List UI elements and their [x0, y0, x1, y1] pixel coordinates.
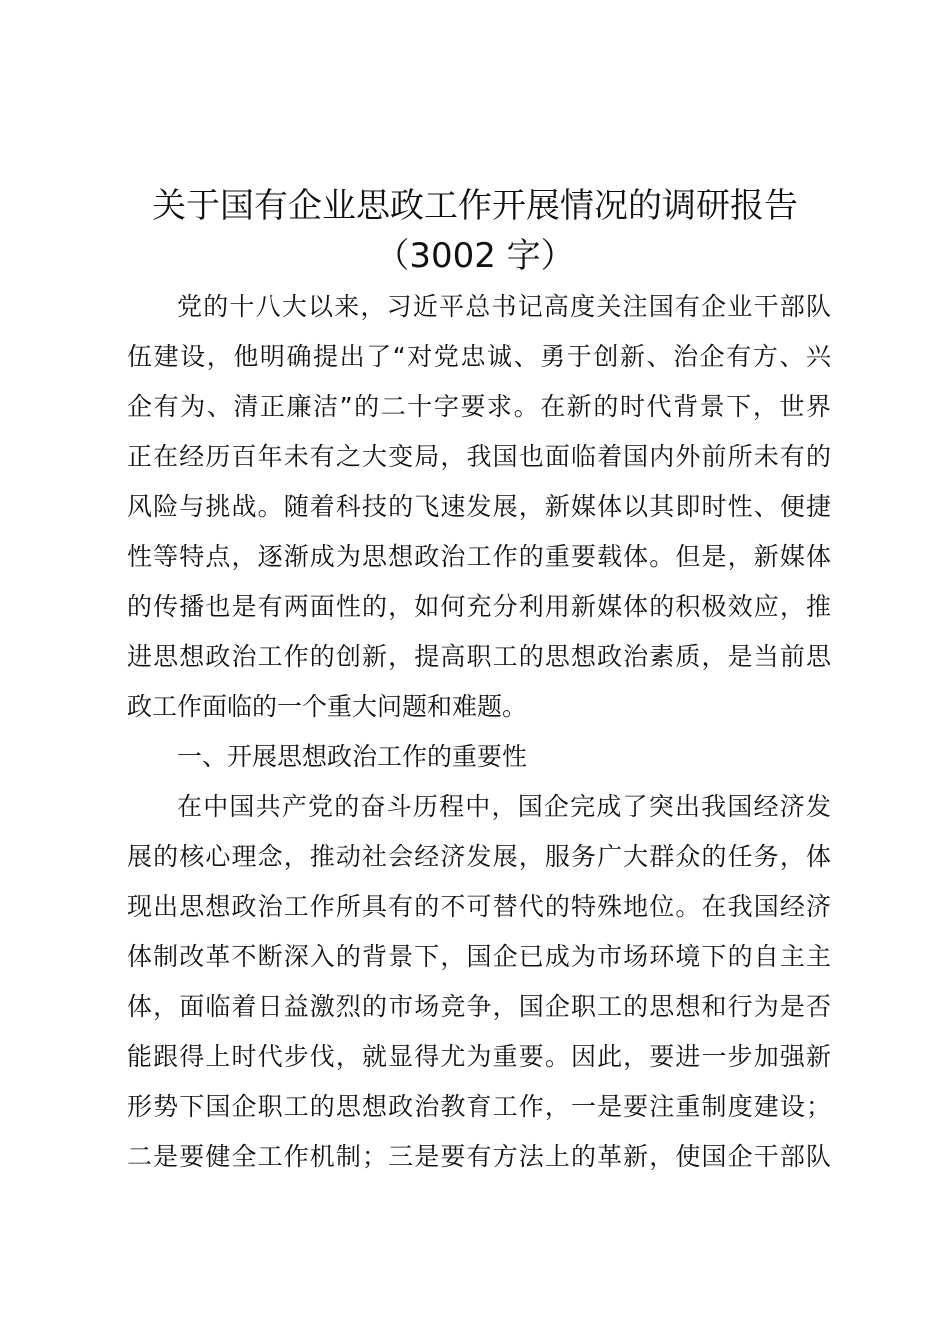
word-count-subtitle: （3002 字）	[375, 236, 575, 276]
paragraph-line: 企有为、清正廉洁”的二十字要求。在新的时代背景下，世界	[127, 392, 831, 421]
document-title: 关于国有企业思政工作开展情况的调研报告	[152, 186, 798, 226]
paragraph-line: 风险与挑战。随着科技的飞速发展，新媒体以其即时性、便捷	[127, 492, 831, 521]
paragraph-line: 能跟得上时代步伐，就显得尤为重要。因此，要进一步加强新	[127, 1042, 831, 1071]
paragraph-line: 政工作面临的一个重大问题和难题。	[127, 692, 528, 721]
paragraph-line: 体制改革不断深入的背景下，国企已成为市场环境下的自主主	[127, 942, 831, 971]
paragraph-line: 的传播也是有两面性的，如何充分利用新媒体的积极效应，推	[127, 592, 831, 621]
paragraph-line: 形势下国企职工的思想政治教育工作，一是要注重制度建设；	[127, 1092, 831, 1121]
paragraph-line: 展的核心理念，推动社会经济发展，服务广大群众的任务，体	[127, 842, 831, 871]
paragraph-line: 党的十八大以来，习近平总书记高度关注国有企业干部队	[177, 292, 831, 321]
paragraph-line: 现出思想政治工作所具有的不可替代的特殊地位。在我国经济	[127, 892, 831, 921]
paragraph-line: 二是要健全工作机制；三是要有方法上的革新，使国企干部队	[127, 1142, 831, 1171]
paragraph-line: 进思想政治工作的创新，提高职工的思想政治素质，是当前思	[127, 642, 831, 671]
section-heading: 一、开展思想政治工作的重要性	[177, 742, 528, 771]
paragraph-line: 性等特点，逐渐成为思想政治工作的重要载体。但是，新媒体	[127, 542, 831, 571]
paragraph-line: 体，面临着日益激烈的市场竞争，国企职工的思想和行为是否	[127, 992, 831, 1021]
paragraph-line: 正在经历百年未有之大变局，我国也面临着国内外前所未有的	[127, 442, 831, 471]
document-body	[127, 282, 831, 1182]
paragraph-line: 伍建设，他明确提出了“对党忠诚、勇于创新、治企有方、兴	[127, 342, 831, 371]
paragraph-line: 在中国共产党的奋斗历程中，国企完成了突出我国经济发	[177, 792, 831, 821]
